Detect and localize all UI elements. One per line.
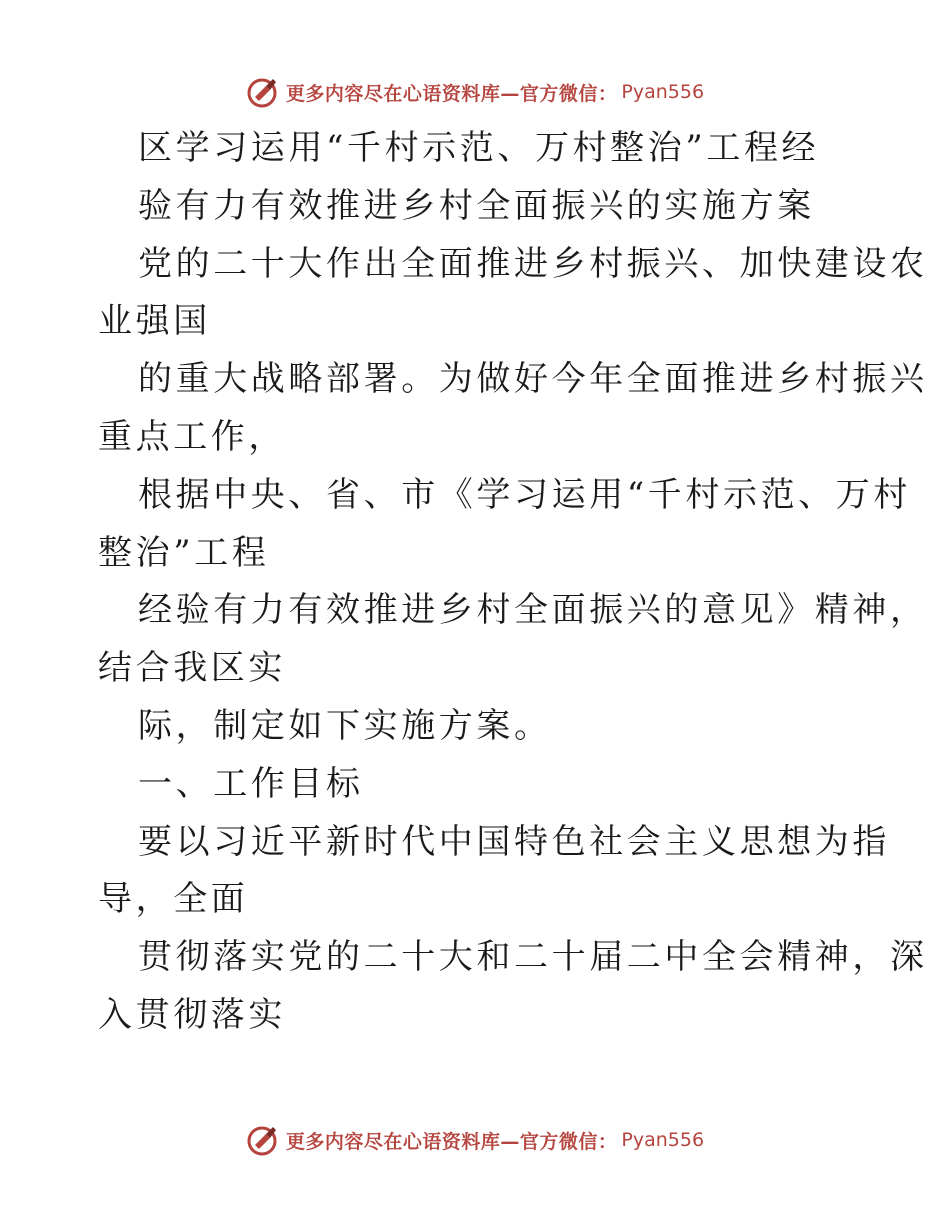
watermark-id: Pyan556 [621, 1129, 705, 1151]
text-line: 要以习近平新时代中国特色社会主义思想为指 [138, 821, 890, 862]
text-line: 重点工作， [98, 416, 286, 457]
text-line: 入贯彻落实 [98, 994, 286, 1035]
text-line: 业强国 [98, 301, 211, 342]
text-line: 际，制定如下实施方案。 [138, 705, 552, 746]
section-heading: 一、工作目标 [138, 763, 364, 804]
text-line: 党的二十大作出全面推进乡村振兴、加快建设农 [138, 243, 928, 284]
brush-logo-icon [246, 75, 280, 109]
text-line: 经验有力有效推进乡村全面振兴的意见》精神， [138, 590, 928, 631]
text-line: 整治”工程 [98, 532, 270, 573]
text-line: 的重大战略部署。为做好今年全面推进乡村振兴 [138, 359, 928, 400]
text-line: 导，全面 [98, 879, 249, 920]
watermark-text: 更多内容尽在心语资料库—官方微信： [285, 1130, 618, 1153]
text-line: 结合我区实 [98, 648, 286, 689]
watermark-id: Pyan556 [621, 81, 705, 103]
header-watermark [0, 72, 950, 112]
document-body [98, 120, 928, 1045]
text-line: 贯彻落实党的二十大和二十届二中全会精神，深 [138, 937, 928, 978]
text-line: 验有力有效推进乡村全面振兴的实施方案 [138, 185, 815, 226]
text-line: 根据中央、省、市《学习运用“千村示范、万村 [138, 474, 911, 515]
watermark-text: 更多内容尽在心语资料库—官方微信： [285, 82, 618, 105]
text-line: 区学习运用“千村示范、万村整治”工程经 [138, 128, 820, 168]
brush-logo-icon [246, 1123, 280, 1157]
footer-watermark [0, 1120, 950, 1160]
